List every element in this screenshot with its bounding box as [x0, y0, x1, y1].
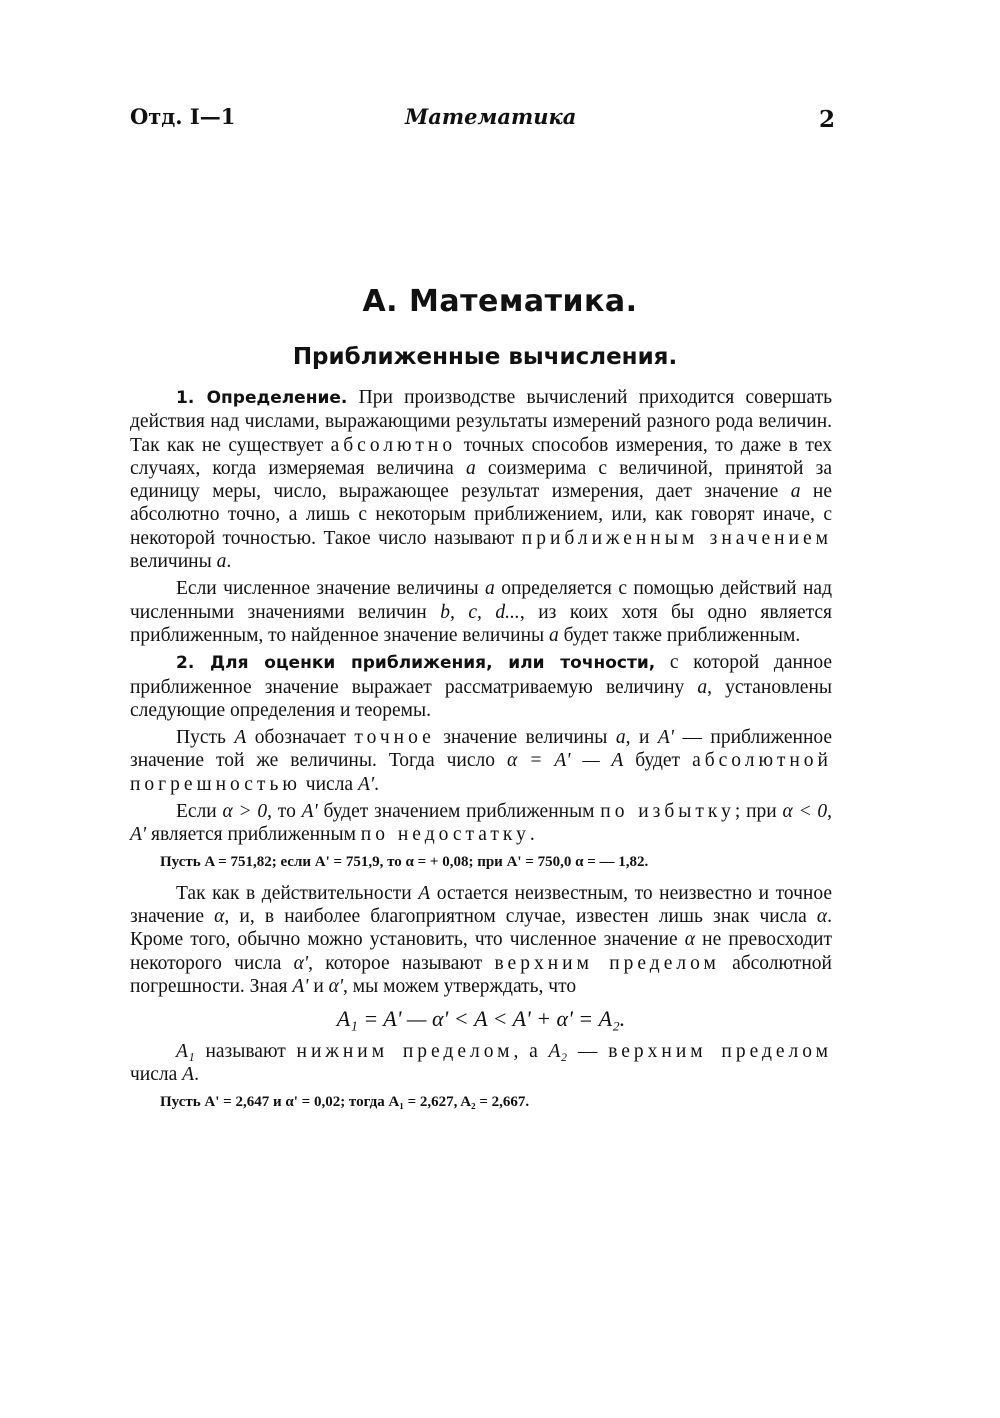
running-title: Математика — [405, 104, 577, 129]
section-number: Отд. I—1 — [130, 104, 236, 129]
emphasis-text: нижним пределом — [296, 1041, 514, 1063]
chapter-title: А. Математика. — [362, 284, 638, 319]
math-variable: A' — [357, 773, 375, 795]
text-run: , установлены следующие определения и теоремы. — [130, 676, 832, 721]
emphasis-text: абсолютно — [330, 434, 457, 456]
display-formula: A₁ = A' — α' < A < A' + α' = A₂. — [336, 1006, 626, 1032]
math-variable: A' — [301, 801, 318, 823]
text-run: Если — [176, 801, 223, 823]
math-variable: α — [214, 905, 225, 927]
text-run: числа — [300, 773, 358, 795]
paragraph-derived-values — [130, 577, 832, 647]
text-run: , мы можем утверждать, что — [343, 975, 577, 997]
text-run: , — [827, 801, 833, 823]
text-run: , а — [513, 1041, 549, 1063]
text-run: , которое называют — [308, 952, 495, 974]
emphasis-text: по недостатку — [360, 824, 530, 846]
math-variable: A₂ — [548, 1041, 568, 1063]
text-run: . — [194, 1064, 199, 1086]
math-variable: b, c, d... — [440, 601, 520, 623]
text-run: будет — [623, 750, 693, 772]
text-run: абсолютной погрешности. Зная — [130, 952, 832, 997]
paragraph-definition — [130, 386, 832, 573]
math-variable: a — [548, 624, 559, 646]
math-variable: A — [418, 882, 431, 904]
math-variable: A₁ — [176, 1041, 195, 1063]
text-run: точных способов измерения, то даже в тех случаях, когда измеряемая величина — [130, 434, 832, 479]
example-limits: Пусть A' = 2,647 и α' = 0,02; тогда A₁ = 2,627, A₂ = 2,667. — [160, 1093, 530, 1110]
text-run: не превосходит некоторого числа — [130, 929, 832, 974]
emphasis-text: по избытку — [600, 801, 735, 823]
text-run: обозначает — [246, 727, 355, 749]
math-variable: a — [216, 551, 227, 573]
inline-formula: α > 0 — [222, 801, 268, 823]
text-run: числа — [130, 1064, 183, 1086]
emphasis-text: верхним пределом — [494, 952, 720, 974]
text-run: . — [529, 824, 535, 846]
paragraph-upper-limit — [130, 882, 832, 998]
math-variable: A' — [130, 824, 147, 846]
text-run: При производстве вычислений приходится совершать действия над числами, выражающими результаты измерений разного рода величин. Так как не существует — [130, 387, 832, 456]
text-run: будет значением приближенным — [317, 801, 601, 823]
text-run: — — [567, 1041, 609, 1063]
text-run: называют — [194, 1041, 297, 1063]
text-run: и — [308, 975, 329, 997]
text-run: . Кроме того, обычно можно установить, что численное значение — [130, 905, 832, 951]
emphasis-text: приближенным значением — [521, 527, 832, 549]
text-run: Если численное значение величины — [176, 578, 486, 600]
body-text — [130, 386, 832, 1122]
math-variable: A — [234, 727, 247, 749]
text-run: , и — [625, 727, 658, 749]
paragraph-excess-deficit — [130, 800, 832, 847]
example-absolute-error: Пусть A = 751,82; если A' = 751,9, то α = + 0,08; при A' = 750,0 α = — 1,82. — [160, 853, 649, 870]
math-variable: a — [615, 727, 626, 749]
page-number: 2 — [818, 106, 835, 133]
math-variable: a — [485, 578, 495, 600]
running-header — [130, 100, 835, 140]
section-title: Приближенные вычисления. — [292, 344, 678, 370]
text-run: является приближенным — [146, 824, 361, 846]
text-run: . — [374, 773, 379, 795]
math-variable: α' — [293, 952, 309, 974]
inline-formula: α < 0 — [782, 801, 828, 823]
paragraph-lead: 1. Определение. — [176, 388, 348, 408]
math-variable: A' — [657, 727, 674, 749]
paragraph-lead: 2. Для оценки приближения, или точности, — [176, 653, 656, 674]
math-variable: a — [466, 457, 476, 479]
math-variable: a — [790, 481, 801, 503]
text-run: значение величины — [434, 727, 616, 749]
math-variable: α — [684, 929, 696, 951]
emphasis-text: абсолютной погрешностью — [130, 750, 832, 795]
emphasis-text: точное — [354, 727, 435, 749]
paragraph-absolute-error — [130, 726, 832, 796]
text-run: остается неизвестным, то неизвестно и точное значение — [130, 882, 832, 927]
text-run: Пусть — [176, 727, 235, 749]
text-run: , из коих хотя бы одно является приближенным, то найденное значение величины — [130, 601, 833, 646]
math-variable: A — [182, 1064, 195, 1086]
text-run: соизмерима с величиной, принятой за единицу меры, число, выражающее результат измерения, дает значение — [130, 457, 833, 503]
inline-formula: α = A' — A — [506, 750, 624, 772]
text-run: не абсолютно точно, а лишь с некоторым приближением, или, как говорят иначе, с некоторой точностью. Такое число называют — [130, 481, 832, 549]
text-run: определяется с помощью действий над численными значениями величин — [130, 578, 832, 623]
text-run: — приближенное значение той же величины. Тогда число — [130, 727, 833, 772]
paragraph-accuracy — [130, 651, 832, 722]
text-run: величины — [130, 551, 217, 573]
text-run: с которой данное приближенное значение выражает рассматриваемую величину — [130, 652, 832, 698]
text-run: Так как в действительности — [176, 882, 419, 904]
math-variable: α — [816, 905, 828, 927]
math-variable: α' — [328, 975, 344, 997]
math-variable: A' — [292, 975, 309, 997]
text-run: ; при — [734, 801, 783, 823]
emphasis-text: верхним пределом — [608, 1041, 833, 1063]
paragraph-limits — [130, 1040, 832, 1087]
math-variable: a — [697, 676, 708, 698]
text-run: будет также приближенным. — [558, 624, 801, 646]
text-run: , то — [267, 801, 302, 823]
text-run: . — [226, 551, 232, 573]
text-run: , и, в наиболее благоприятном случае, известен лишь знак числа — [224, 905, 817, 927]
